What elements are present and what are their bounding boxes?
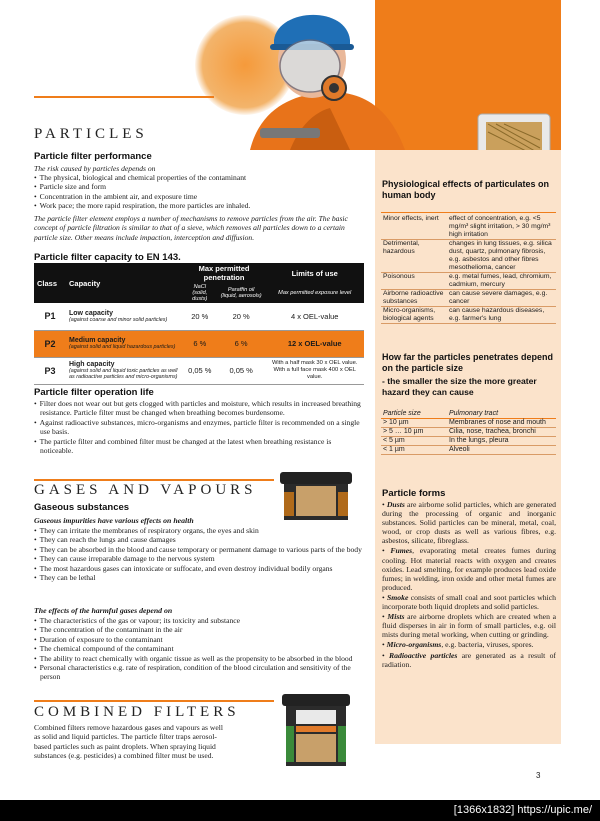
table-row: Micro-organisms, biological agents can cause hazardous diseases, e.g. farmer's lung: [381, 307, 556, 324]
worker-with-respirator-image: [230, 0, 410, 150]
th-particle-size: Particle size: [381, 410, 447, 419]
list-item: • They can cause irreparable damage to the nervous system: [34, 554, 364, 563]
table-row: [34, 357, 364, 384]
list-item: • They can irritate the membranes of respiratory organs, the eyes and skin: [34, 526, 364, 535]
list-item: • They can be absorbed in the blood and cause temporary or permanent damage to various parts of the body: [34, 545, 364, 554]
risk-intro: The risk caused by particles depends on: [34, 164, 156, 173]
gas-filter-cartridge-image: [272, 466, 360, 524]
section-rule: [34, 700, 274, 702]
mechanism-text: The particle filter element employs a number of mechanisms to remove particles from the air. The basic concept of particle filtration is similar to that of a sieve, which removes all particles down to a certain particle size. Other means include impaction, interception and diffusion.: [34, 214, 348, 242]
operation-life-list: [34, 399, 366, 455]
table-row: > 10 µm Membranes of nose and mouth: [381, 419, 556, 428]
table-row: < 5 µm In the lungs, pleura: [381, 437, 556, 446]
cell-capacity: Medium capacity (against solid and liquid hazardous particles): [66, 330, 183, 357]
cell-paraffin: 0,05 %: [217, 357, 266, 384]
list-item: • Smoke consists of small coal and soot particles which incorporate both liquid droplets and solid particles.: [382, 592, 557, 612]
list-item: • Radioactive particles are generated as a result of radiation.: [382, 650, 556, 669]
list-item: • Mists are airborne droplets which are created when a fluid disperses in air in form of small particles, e.g. oil mists during metal working, when cutting or grinding.: [382, 612, 557, 640]
cell-nacl: 6 %: [183, 330, 217, 357]
list-item: • Dusts are airborne solid particles, which are generated during the processing of organic and inorganic substances. Solid particles can be mineral, metal, coal, wood, or crop dusts as well as various fibres, e.g. asbestos, silicate, fibreglass.: [382, 500, 556, 546]
gases-heading: GASES AND VAPOURS: [34, 482, 257, 498]
particle-forms-list: [382, 500, 556, 670]
combined-filter-image: [272, 690, 360, 772]
th-capacity: Capacity: [66, 263, 183, 303]
list-item: • The ability to react chemically with organic tissue as well as the propensity to be absorbed in the blood: [34, 654, 364, 663]
physio-title: Physiological effects of particulates on human body: [382, 179, 550, 200]
table-row: Detrimental, hazardous changes in lung tissues, e.g. silica dust, quartz, pulmonary fibrosis, e.g. asbestos and other fibres mesothelioma, cancer: [381, 240, 556, 273]
th-paraffin: Paraffin oil (liquid, aerosols): [217, 283, 266, 303]
capacity-table: [34, 263, 364, 385]
effects-list: [34, 526, 364, 582]
particles-heading: PARTICLES: [34, 126, 148, 142]
list-item: • The concentration of the contaminant in the air: [34, 625, 364, 634]
list-item: • Particle size and form: [34, 182, 364, 191]
penetration-title: How far the particles penetrates depend on the particle size: [382, 352, 554, 373]
particle-performance-title: Particle filter performance: [34, 151, 152, 162]
list-item: • Against radioactive substances, micro-organisms and enzymes, particle filter is recommended on a single use basis.: [34, 418, 366, 437]
table-row: < 1 µm Alveoli: [381, 446, 556, 455]
cell-limit: 12 x OEL-value: [265, 330, 364, 357]
list-item: • Micro-organisms, e.g. bacteria, viruses, spores.: [382, 640, 534, 650]
penetration-table: [381, 410, 556, 455]
list-item: • Duration of exposure to the contaminant: [34, 635, 364, 644]
table-row: Poisonous e.g. metal fumes, lead, chromium, cadmium, mercury: [381, 273, 556, 290]
th-class: Class: [34, 263, 66, 303]
th-pulmonary-tract: Pulmonary tract: [447, 410, 556, 419]
cell-class: P3: [34, 357, 66, 384]
cell-class: P2: [34, 330, 66, 357]
th-nacl: NaCl (solid, dusts): [183, 283, 217, 303]
operation-life-title: Particle filter operation life: [34, 387, 154, 398]
section-rule: [34, 479, 274, 481]
table-row: [34, 303, 364, 330]
cell-paraffin: 6 %: [217, 330, 266, 357]
footer-link[interactable]: [1366x1832] https://upic.me/: [0, 800, 600, 821]
list-item: • They can reach the lungs and cause damages: [34, 535, 364, 544]
table-row: Minor effects, inert effect of concentration, e.g. <5 mg/m³ slight irritation, > 30 mg/m³ high irritation: [381, 215, 556, 240]
effects-title: Gaseous impurities have various effects on health: [34, 516, 194, 525]
header-rule: [34, 96, 214, 98]
cell-nacl: 0,05 %: [183, 357, 217, 384]
cell-class: P1: [34, 303, 66, 330]
list-item: • Work pace; the more rapid respiration, the more particles are inhaled.: [34, 201, 364, 210]
list-item: • The physical, biological and chemical properties of the contaminant: [34, 173, 364, 182]
cell-limit: With a half mask 30 x OEL value. With a full face mask 400 x OEL value.: [265, 357, 364, 384]
table-row: Airborne radioactive substances can cause severe damages, e.g. cancer: [381, 290, 556, 307]
panel-rule: [381, 212, 556, 213]
combined-text: Combined filters remove hazardous gases and vapours as well as solid and liquid particles. The particle filter traps aerosol-based particles such as paint droplets. When spraying liquid substances (e.g. pesticides) a combined filter must be used.: [34, 723, 223, 761]
th-limits: Limits of use: [265, 263, 364, 283]
combined-heading: COMBINED FILTERS: [34, 704, 240, 720]
penetration-subtitle: - the smaller the size the more greater hazard they can cause: [382, 376, 537, 397]
table-row: > 5 … 10 µm Cilia, nose, trachea, bronchi: [381, 428, 556, 437]
capacity-table-title: Particle filter capacity to EN 143.: [34, 252, 181, 263]
list-item: • Personal characteristics e.g. rate of respiration, condition of the blood circulation and sensitivity of the person: [34, 663, 364, 682]
cell-paraffin: 20 %: [217, 303, 266, 330]
depend-list: [34, 616, 364, 682]
cell-nacl: 20 %: [183, 303, 217, 330]
depend-title: The effects of the harmful gases depend on: [34, 606, 173, 615]
list-item: • The particle filter and combined filter must be changed at the latest when breathing resistance is noticeable.: [34, 437, 366, 456]
th-max-exposure: Max permitted exposure level: [265, 283, 364, 303]
table-row: [34, 330, 364, 357]
list-item: • Concentration in the ambient air, and exposure time: [34, 192, 364, 201]
risk-list: [34, 173, 364, 211]
th-max-penetration: Max permitted penetration: [183, 263, 266, 283]
cell-capacity: Low capacity (against coarse and minor solid particles): [66, 303, 183, 330]
cell-capacity: High capacity (against solid and liquid toxic particles as well as radioactive particles and micro-organisms): [66, 357, 183, 384]
particle-forms-title: Particle forms: [382, 488, 446, 499]
list-item: • The characteristics of the gas or vapour; its toxicity and substance: [34, 616, 364, 625]
list-item: • Filter does not wear out but gets clogged with particles and moisture, which results in increased breathing resistance. Particle filter must be changed when breathing becomes burdensome.: [34, 399, 366, 418]
list-item: • They can be lethal: [34, 573, 364, 582]
gaseous-substances-title: Gaseous substances: [34, 502, 130, 513]
list-item: • Fumes, evaporating metal creates fumes during cooling. Hot material reacts with oxygen and creates oxides. Lead smelting, for example produces lead oxide fumes; in welding, iron oxide and other metal fumes are produced.: [382, 546, 556, 592]
list-item: • The chemical compound of the contaminant: [34, 644, 364, 653]
list-item: • The most hazardous gases can intoxicate or suffocate, and even destroy individual bodily organs: [34, 564, 364, 573]
page-number: 3: [536, 771, 541, 780]
physio-table: [381, 215, 556, 324]
cell-limit: 4 x OEL-value: [265, 303, 364, 330]
